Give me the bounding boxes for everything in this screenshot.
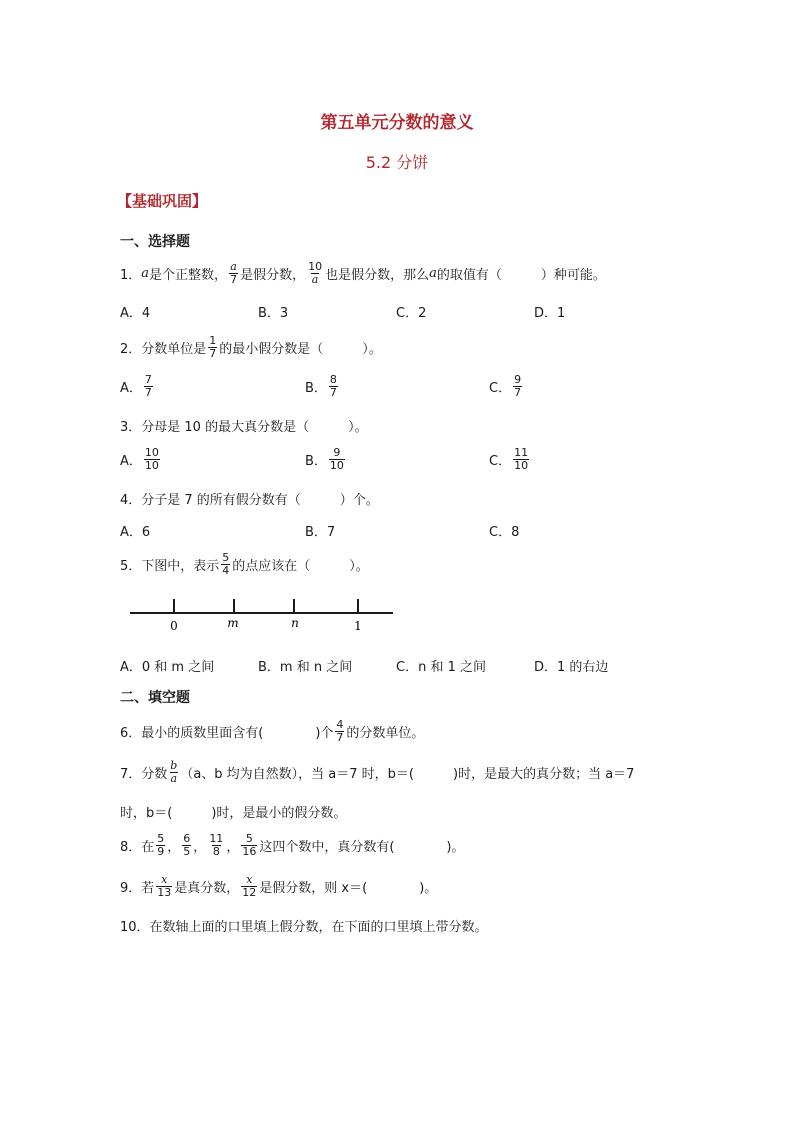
fraction: $\frac{a}{7}$ [230,259,238,286]
fraction: $\frac{5}{16}$ [242,831,257,858]
fraction: $\frac{x}{12}$ [242,872,257,899]
q1-option-b: B．3 [258,306,289,321]
question-7-line-2: 时，b＝( )时，是最小的假分数。 [120,806,347,821]
q2-option-a: A． $\frac{7}{7}$ [120,372,152,399]
q4-option-b: B．7 [305,525,336,540]
q2-option-b: B． $\frac{8}{7}$ [305,372,337,399]
q2-option-c: C． $\frac{9}{7}$ [489,372,522,399]
part-2-heading: 二、填空题 [120,690,190,706]
fraction: $\frac{5}{4}$ [222,550,230,577]
question-2: 2．分数单位是 $\frac{1}{7}$ 的最小假分数是（ ）。 [120,333,382,360]
fraction: $\frac{4}{7}$ [336,717,344,744]
q5-option-d: D．1 的右边 [534,660,609,675]
tick-label-1: 1 [354,619,362,633]
fraction: $\frac{x}{13}$ [157,872,172,899]
q5-option-a: A．0 和 m 之间 [120,660,215,675]
fraction: $\frac{6}{5}$ [183,831,191,858]
q3-option-c: C． $\frac{11}{10}$ [489,445,529,472]
page-title: 第五单元分数的意义 [320,113,474,133]
fraction: $\frac{5}{9}$ [157,831,165,858]
q1-option-c: C．2 [396,306,427,321]
q1-option-a: A．4 [120,306,151,321]
q5-option-c: C．n 和 1 之间 [396,660,486,675]
tick-label-0: 0 [170,619,178,633]
tick-label-n: n [291,616,299,630]
q4-option-c: C．8 [489,525,520,540]
question-3: 3．分母是 10 的最大真分数是（ ）。 [120,420,368,435]
fraction: $\frac{10}{a}$ [308,259,323,286]
fraction: $\frac{1}{7}$ [209,333,217,360]
number-line [125,592,400,637]
question-6: 6．最小的质数里面含有( )个 $\frac{4}{7}$ 的分数单位。 [120,717,425,744]
question-10: 10．在数轴上面的口里填上假分数，在下面的口里填上带分数。 [120,920,488,935]
q4-option-a: A．6 [120,525,151,540]
q1-option-d: D．1 [534,306,566,321]
part-1-heading: 一、选择题 [120,234,190,250]
page-subtitle: 5.2 分饼 [365,153,429,172]
q3-option-b: B． $\frac{9}{10}$ [305,445,344,472]
q3-option-a: A． $\frac{10}{10}$ [120,445,159,472]
question-9: 9．若 $\frac{x}{13}$ 是真分数， $\frac{x}{12}$ 是假分数，则 x＝( )。 [120,872,438,899]
question-5: 5．下图中，表示 $\frac{5}{4}$ 的点应该在（ ）。 [120,550,369,577]
q5-option-b: B．m 和 n 之间 [258,660,353,675]
question-8: 8．在 $\frac{5}{9}$ ， $\frac{6}{5}$ ， $\frac{11}{8}$ ， $\frac{5}{16}$ 这四个数中，真分数有( )。 [120,831,465,858]
question-7: 7．分数 $\frac{b}{a}$ （a、b 均为自然数），当 a＝7 时，b＝( )时，是最大的真分数；当 a＝7 [120,758,635,785]
section-tag: 【基础巩固】 [117,192,208,210]
fraction: $\frac{b}{a}$ [170,758,178,785]
fraction: $\frac{11}{8}$ [209,831,224,858]
tick-label-m: m [227,616,239,630]
question-4: 4．分子是 7 的所有假分数有（ ）个。 [120,493,379,508]
question-1: 1． a 是个正整数， $\frac{a}{7}$ 是假分数， $\frac{10}{a}$ 也是假分数，那么 a 的取值有（ ）种可能。 [120,259,606,286]
